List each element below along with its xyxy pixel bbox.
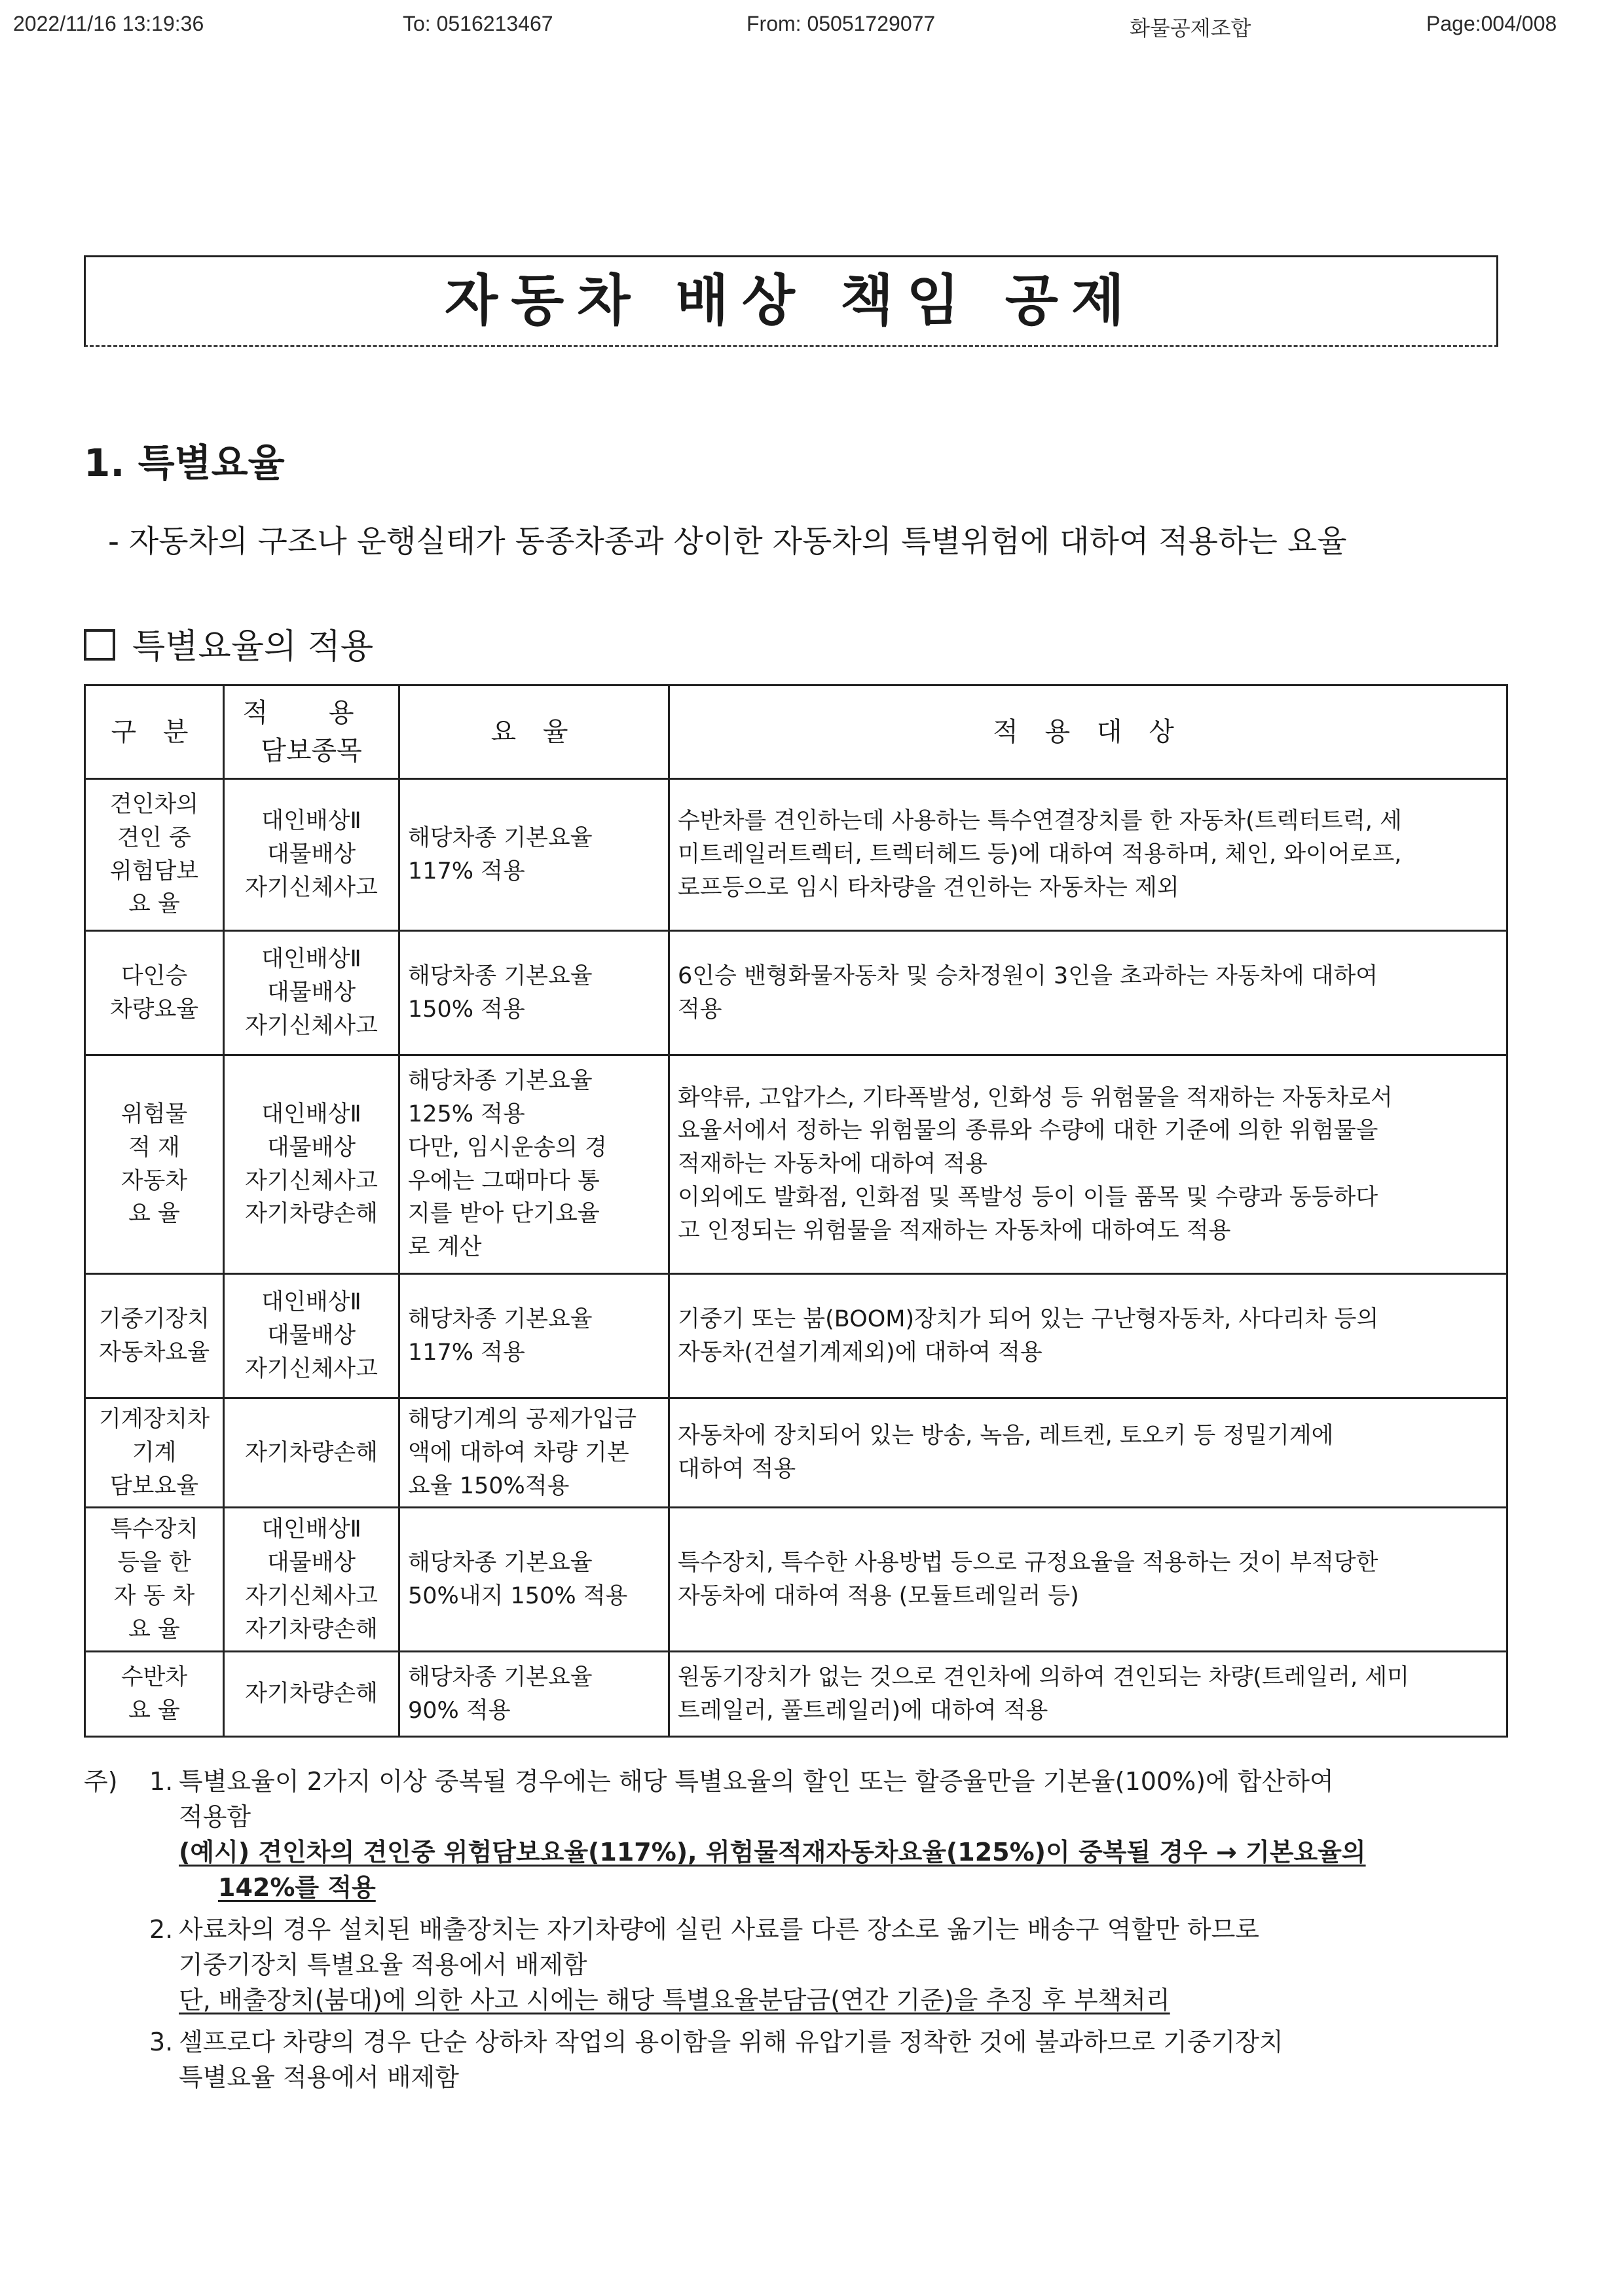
header-coverage-line1: 적 용	[242, 698, 380, 728]
cell-coverage: 대인배상Ⅱ 대물배상 자기신체사고	[224, 779, 399, 931]
footnote-text-cont: 기중기장치 특별요율 적용에서 배제함	[179, 1950, 587, 1979]
cell-category: 기중기장치 자동차요율	[85, 1274, 224, 1398]
header-target: 적 용 대 상	[669, 685, 1507, 779]
cell-coverage: 대인배상Ⅱ 대물배상 자기신체사고	[224, 931, 399, 1055]
cell-rate: 해당차종 기본요율 90% 적용	[399, 1652, 669, 1737]
table-header-row	[85, 685, 1507, 779]
cell-category: 다인승 차량요율	[85, 931, 224, 1055]
cell-rate: 해당차종 기본요율 125% 적용 다만, 임시운송의 경 우에는 그때마다 통 지를 받아 단기요율 로 계산	[399, 1055, 669, 1274]
fax-page: Page:004/008	[1426, 12, 1557, 35]
fax-to: To: 0516213467	[403, 12, 553, 35]
footnote-example: (예시) 견인차의 견인중 위험담보요율(117%), 위험물적재자동차요율(125%)이 중복될 경우 → 기본요율의	[179, 1837, 1366, 1867]
cell-category: 위험물 적 재 자동차 요 율	[85, 1055, 224, 1274]
title-box	[84, 255, 1498, 347]
fax-org: 화물공제조합	[1130, 16, 1251, 40]
table-row	[85, 1508, 1507, 1652]
footnote-example-cont: 142%를 적용	[218, 1872, 376, 1902]
subsection-heading-text: 특별요율의 적용	[132, 627, 374, 666]
cell-coverage: 대인배상Ⅱ 대물배상 자기신체사고	[224, 1274, 399, 1398]
cell-category: 견인차의 견인 중 위험담보 요 율	[85, 779, 224, 931]
footnote-text: 특별요율이 2가지 이상 중복될 경우에는 해당 특별요율의 할인 또는 할증율만을 기본율(100%)에 합산하여	[179, 1767, 1334, 1796]
table-row	[85, 1274, 1507, 1398]
footnote-text-cont: 적용함	[179, 1802, 251, 1831]
cell-target: 6인승 밴형화물자동차 및 승차정원이 3인을 초과하는 자동차에 대하여 적용	[669, 931, 1507, 1055]
footnote-exception: 단, 배출장치(붐대)에 의한 사고 시에는 해당 특별요율분담금(연간 기준)을 추징 후 부책처리	[179, 1985, 1170, 2014]
table-row	[85, 931, 1507, 1055]
section-description: - 자동차의 구조나 운행실태가 동종차종과 상이한 자동차의 특별위험에 대하여 적용하는 요율	[108, 524, 1347, 560]
table-row	[85, 779, 1507, 931]
footnote-1	[84, 1764, 1518, 1906]
footnote-text-cont: 특별요율 적용에서 배제함	[179, 2062, 459, 2092]
cell-rate: 해당차종 기본요율 117% 적용	[399, 1274, 669, 1398]
footnote-mark: 주)	[84, 1767, 118, 1796]
cell-target: 수반차를 견인하는데 사용하는 특수연결장치를 한 자동차(트렉터트럭, 세 미트레일러트렉터, 트렉터헤드 등)에 대하여 적용하며, 체인, 와이어로프, 로프등으로 임시 타차량을 견인하는 자동차는 제외	[669, 779, 1507, 931]
cell-coverage: 자기차량손해	[224, 1652, 399, 1737]
table-row	[85, 1055, 1507, 1274]
footnote-3	[84, 2025, 1518, 2096]
cell-rate: 해당차종 기본요율 117% 적용	[399, 779, 669, 931]
page-title: 자동차 배상 책임 공제	[444, 268, 1138, 333]
fax-header	[0, 12, 1624, 45]
footnote-2	[84, 1912, 1518, 2018]
cell-rate: 해당차종 기본요율 50%내지 150% 적용	[399, 1508, 669, 1652]
header-coverage-line2: 담보종목	[261, 736, 362, 766]
header-coverage	[224, 685, 399, 779]
footnote-number: 3.	[149, 2027, 174, 2056]
table-row	[85, 1652, 1507, 1737]
subsection-heading	[84, 619, 373, 668]
header-category: 구 분	[85, 685, 224, 779]
footnote-text: 셀프로다 차량의 경우 단순 상하차 작업의 용이함을 위해 유압기를 정착한 것에 불과하므로 기중기장치	[179, 2027, 1283, 2056]
footnote-number: 1.	[149, 1767, 174, 1796]
checkbox-square-icon	[84, 629, 115, 661]
cell-coverage: 자기차량손해	[224, 1398, 399, 1508]
cell-category: 수반차 요 율	[85, 1652, 224, 1737]
cell-coverage: 대인배상Ⅱ 대물배상 자기신체사고 자기차량손해	[224, 1508, 399, 1652]
cell-rate: 해당기계의 공제가입금 액에 대하여 차량 기본 요율 150%적용	[399, 1398, 669, 1508]
footnotes	[84, 1764, 1518, 2102]
fax-datetime: 2022/11/16 13:19:36	[13, 12, 204, 35]
cell-coverage: 대인배상Ⅱ 대물배상 자기신체사고 자기차량손해	[224, 1055, 399, 1274]
footnote-number: 2.	[149, 1914, 174, 1944]
cell-target: 화약류, 고압가스, 기타폭발성, 인화성 등 위험물을 적재하는 자동차로서 요율서에서 정하는 위험물의 종류와 수량에 대한 기준에 의한 위험물을 적재하는 자동차에 대하여 적용 이외에도 발화점, 인화점 및 폭발성 등이 이들 품목 및 수량과 동등하다 고 인정되는 위험물을 적재하는 자동차에 대하여도 적용	[669, 1055, 1507, 1274]
cell-category: 기계장치차 기계 담보요율	[85, 1398, 224, 1508]
section-heading: 1. 특별요율	[84, 441, 285, 485]
cell-category: 특수장치 등을 한 자 동 차 요 율	[85, 1508, 224, 1652]
cell-target: 자동차에 장치되어 있는 방송, 녹음, 레트켄, 토오키 등 정밀기계에 대하여 적용	[669, 1398, 1507, 1508]
cell-target: 기중기 또는 붐(BOOM)장치가 되어 있는 구난형자동차, 사다리차 등의 자동차(건설기계제외)에 대하여 적용	[669, 1274, 1507, 1398]
fax-from: From: 05051729077	[747, 12, 936, 35]
cell-target: 특수장치, 특수한 사용방법 등으로 규정요율을 적용하는 것이 부적당한 자동차에 대하여 적용 (모듈트레일러 등)	[669, 1508, 1507, 1652]
cell-target: 원동기장치가 없는 것으로 견인차에 의하여 견인되는 차량(트레일러, 세미 트레일러, 풀트레일러)에 대하여 적용	[669, 1652, 1507, 1737]
special-rates-table	[84, 684, 1508, 1738]
table-row	[85, 1398, 1507, 1508]
header-rate: 요 율	[399, 685, 669, 779]
cell-rate: 해당차종 기본요율 150% 적용	[399, 931, 669, 1055]
footnote-text: 사료차의 경우 설치된 배출장치는 자기차량에 실린 사료를 다른 장소로 옮기는 배송구 역할만 하므로	[179, 1914, 1259, 1944]
